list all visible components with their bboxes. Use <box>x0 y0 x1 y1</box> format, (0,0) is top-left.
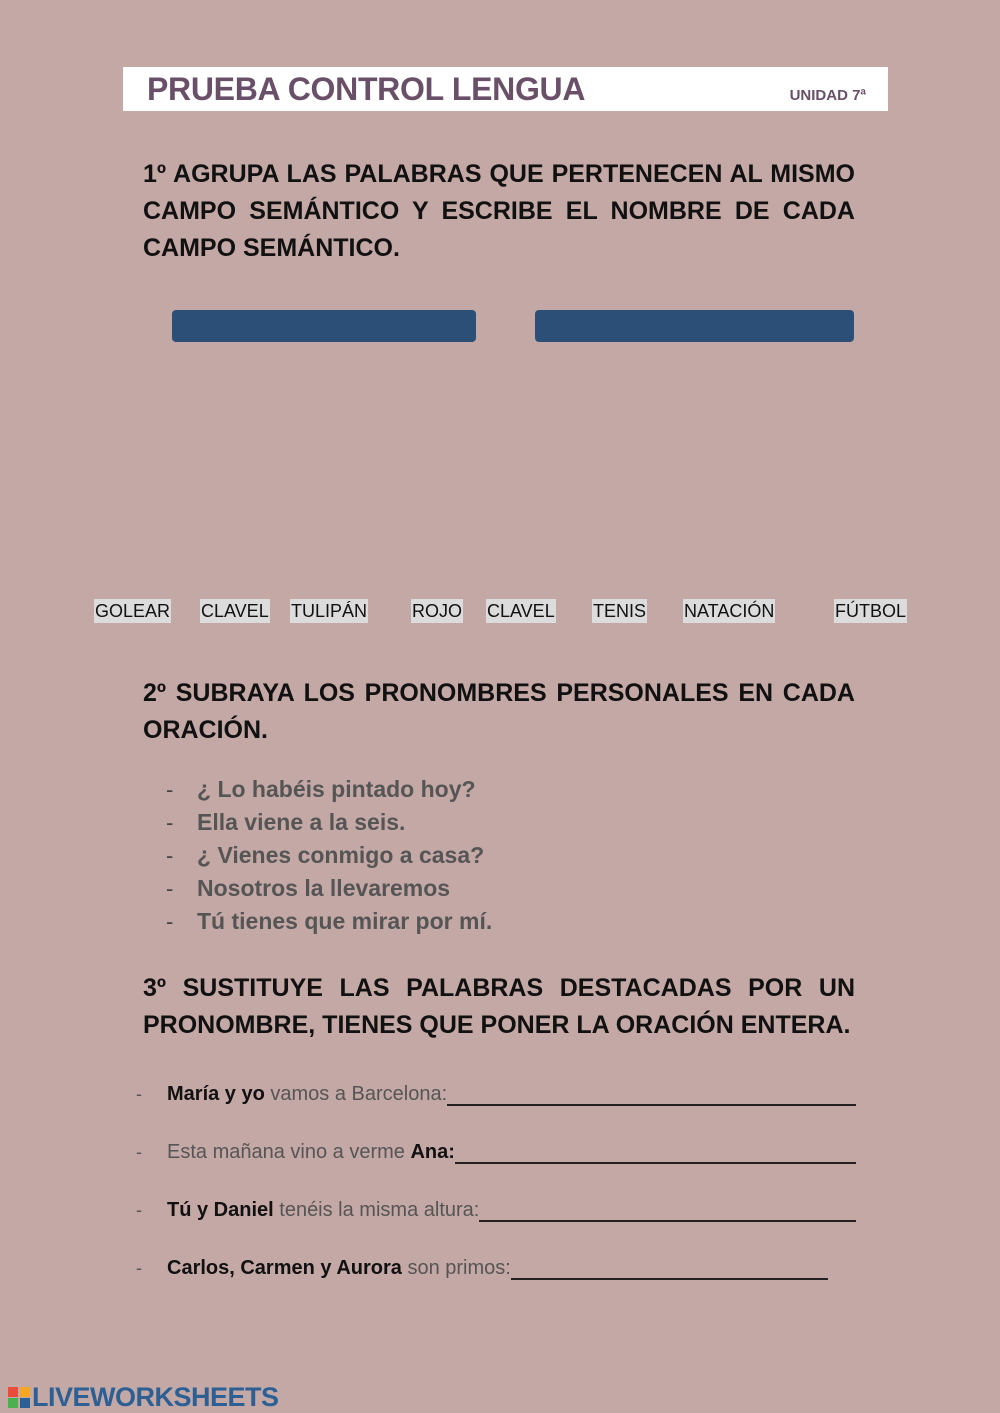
answer-input[interactable] <box>511 1254 828 1280</box>
question-3-title: 3º SUSTITUYE LAS PALABRAS DESTACADAS POR UN PRONOMBRE, TIENES QUE PONER LA ORACIÓN ENTERA. <box>143 974 855 1039</box>
page-title: PRUEBA CONTROL LENGUA <box>147 71 586 107</box>
substitution-list <box>136 1080 856 1312</box>
drag-word[interactable]: TENIS <box>593 601 647 621</box>
answer-input[interactable] <box>455 1138 856 1164</box>
highlighted-words: María y yo <box>167 1083 265 1105</box>
sentence-rest: tenéis la misma altura: <box>273 1199 480 1221</box>
list-item: - Carlos, Carmen y Aurora son primos: <box>136 1254 856 1312</box>
list-item: - ¿ Lo habéis pintado hoy? <box>166 776 476 802</box>
list-item: - Tú tienes que mirar por mí. <box>166 908 493 934</box>
drag-word[interactable]: ROJO <box>412 601 463 621</box>
drop-zone-1[interactable] <box>172 310 476 342</box>
logo-text: LIVEWORKSHEETS <box>32 1382 279 1412</box>
sentence-text[interactable]: Tú tienes que mirar por mí. <box>197 908 493 934</box>
highlighted-words: Carlos, Carmen y Aurora <box>167 1257 402 1279</box>
drag-word[interactable]: CLAVEL <box>201 601 269 621</box>
question-1-title: 1º AGRUPA LAS PALABRAS QUE PERTENECEN AL MISMO CAMPO SEMÁNTICO Y ESCRIBE EL NOMBRE DE CADA CAMPO SEMÁNTICO. <box>143 160 855 262</box>
liveworksheets-logo <box>8 1382 279 1413</box>
list-item: - Tú y Daniel tenéis la misma altura: <box>136 1196 856 1254</box>
sentence-rest: Esta mañana vino a verme <box>167 1141 411 1163</box>
unit-label: UNIDAD 7ª <box>789 87 866 104</box>
list-item: - María y yo vamos a Barcelona: <box>136 1080 856 1138</box>
answer-input[interactable] <box>447 1080 856 1106</box>
sentence-text[interactable]: Ella viene a la seis. <box>197 809 406 835</box>
drag-word[interactable]: GOLEAR <box>95 601 171 621</box>
sentence-rest: son primos: <box>401 1257 511 1279</box>
list-item: - ¿ Vienes conmigo a casa? <box>166 842 485 868</box>
sentence-list <box>166 773 492 938</box>
list-item: - Esta mañana vino a verme Ana : <box>136 1138 856 1196</box>
highlighted-words: Ana <box>410 1141 449 1163</box>
drag-word[interactable]: FÚTBOL <box>835 601 907 621</box>
list-item: - Ella viene a la seis. <box>166 809 406 835</box>
sentence-rest: vamos a Barcelona: <box>264 1083 448 1105</box>
drag-word[interactable]: CLAVEL <box>487 601 555 621</box>
sentence-colon: : <box>448 1141 455 1163</box>
question-2-title: 2º SUBRAYA LOS PRONOMBRES PERSONALES EN CADA ORACIÓN. <box>143 679 855 744</box>
drag-word[interactable]: TULIPÁN <box>291 601 368 621</box>
sentence-text[interactable]: ¿ Lo habéis pintado hoy? <box>197 776 476 802</box>
drop-zone-2[interactable] <box>535 310 854 342</box>
logo-grid-icon <box>8 1387 30 1409</box>
drag-word[interactable]: NATACIÓN <box>684 601 775 621</box>
highlighted-words: Tú y Daniel <box>167 1199 274 1221</box>
answer-input[interactable] <box>479 1196 856 1222</box>
page-header <box>123 67 888 111</box>
sentence-text[interactable]: Nosotros la llevaremos <box>197 875 451 901</box>
sentence-text[interactable]: ¿ Vienes conmigo a casa? <box>197 842 485 868</box>
list-item: - Nosotros la llevaremos <box>166 875 451 901</box>
